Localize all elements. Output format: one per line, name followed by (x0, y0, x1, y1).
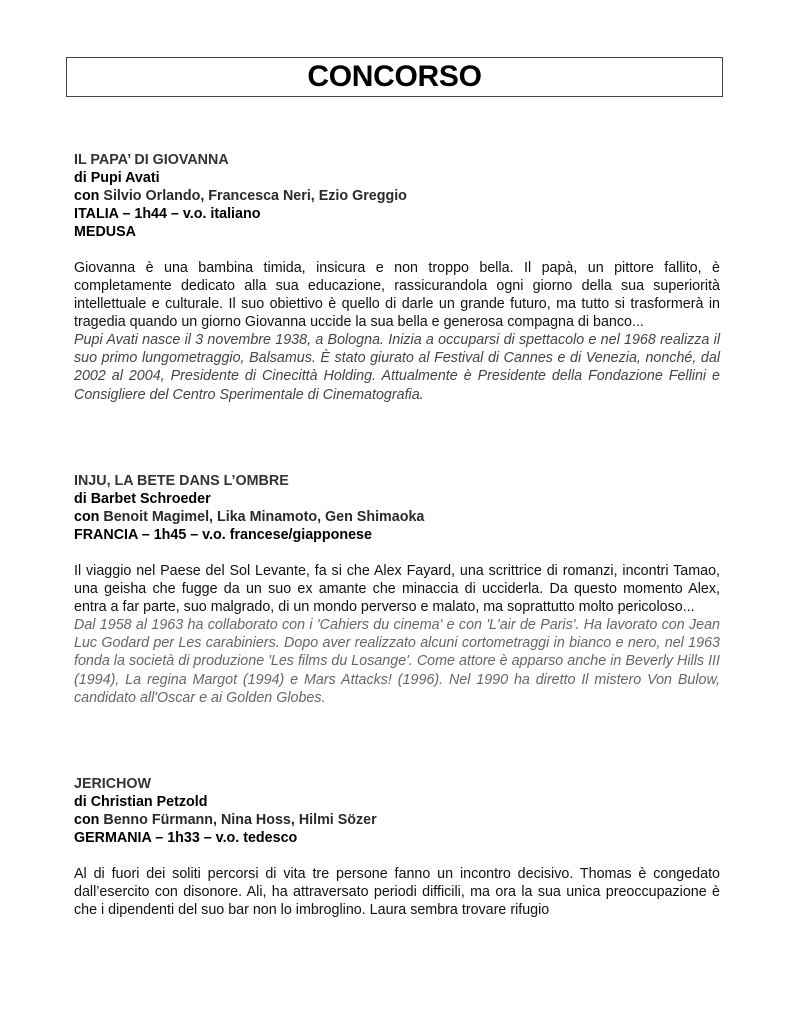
film-synopsis: Al di fuori dei soliti percorsi di vita tre persone fanno un incontro decisivo. Thomas è congedato dall’esercito con disonore. Ali, ha attraversato periodi difficili, ma ora la sua unica preoccupazione è che i dipendenti del suo bar non lo imbroglino. Laura sembra trovare rifugio (74, 866, 720, 918)
film-entry (74, 775, 720, 919)
director-prefix: di (74, 794, 87, 810)
film-cast (74, 508, 720, 526)
film-info: ITALIA – 1h44 – v.o. italiano (74, 206, 261, 222)
cast-prefix: con (74, 509, 100, 525)
film-title: INJU, LA BETE DANS L’OMBRE (74, 473, 289, 489)
cast-names: Benoit Magimel, Lika Minamoto, Gen Shimaoka (103, 509, 425, 525)
cast-prefix: con (74, 188, 100, 204)
film-info: FRANCIA – 1h45 – v.o. francese/giapponese (74, 527, 372, 543)
film-synopsis: Giovanna è una bambina timida, insicura e non troppo bella. Il papà, un pittore fallito, è completamente dedicato alla sua educazione, rassicurandola ogni giorno della sua superiorità intellettuale e culturale. Il suo obiettivo è quello di darle un grande futuro, ma tutto si trasformerà in tragedia quando un giorno Giovanna uccide la sua bella e generosa compagna di banco... (74, 260, 720, 330)
film-entry (74, 151, 720, 404)
director-name: Barbet Schroeder (90, 491, 211, 507)
film-distributor: MEDUSA (74, 224, 136, 240)
director-bio: Dal 1958 al 1963 ha collaborato con i 'Cahiers du cinema' e con 'L'air de Paris'. Ha lavorato con Jean Luc Godard per Les carabiniers. Dopo aver realizzato alcuni cortometraggi in bianco e nero, nel 1963 fonda la società di produzione 'Les films du Losange'. Come attore è apparso anche in Beverly Hills III (1994), La regina Margot (1994) e Mars Attacks! (1996). Nel 1990 ha diretto Il mistero Von Bulow, candidato all'Oscar e ai Golden Globes. (74, 617, 720, 706)
cast-names: Silvio Orlando, Francesca Neri, Ezio Greggio (103, 188, 407, 204)
film-title: IL PAPA’ DI GIOVANNA (74, 152, 229, 168)
director-name: Pupi Avati (90, 170, 160, 186)
director-bio: Pupi Avati nasce il 3 novembre 1938, a Bologna. Inizia a occuparsi di spettacolo e nel 1968 realizza il suo primo lungometraggio, Balsamus. È stato giurato al Festival di Cannes e di Venezia, nonché, dal 2002 al 2004, Presidente di Cinecittà Holding. Attualmente è Presidente della Fondazione Fellini e Consigliere del Centro Sperimentale di Cinematografia. (74, 332, 720, 403)
cast-prefix: con (74, 812, 100, 828)
director-prefix: di (74, 170, 87, 186)
film-title: JERICHOW (74, 776, 152, 792)
film-info: GERMANIA – 1h33 – v.o. tedesco (74, 830, 298, 846)
director-prefix: di (74, 491, 87, 507)
cast-names: Benno Fürmann, Nina Hoss, Hilmi Sözer (103, 812, 377, 828)
film-director (74, 793, 720, 811)
film-cast (74, 187, 720, 205)
film-synopsis: Il viaggio nel Paese del Sol Levante, fa si che Alex Fayard, una scrittrice di romanzi, incontri Tamao, una geisha che fugge da un suo ex amante che minaccia di ucciderla. Da questo momento Alex, entra a far parte, suo malgrado, di un mondo perverso e malato, ma soprattutto molto pericoloso... (74, 563, 720, 615)
section-title: CONCORSO (307, 60, 482, 93)
film-cast (74, 811, 720, 829)
film-entry (74, 472, 720, 707)
film-director (74, 169, 720, 187)
director-name: Christian Petzold (90, 794, 208, 810)
film-director (74, 490, 720, 508)
section-title-box (66, 57, 723, 97)
